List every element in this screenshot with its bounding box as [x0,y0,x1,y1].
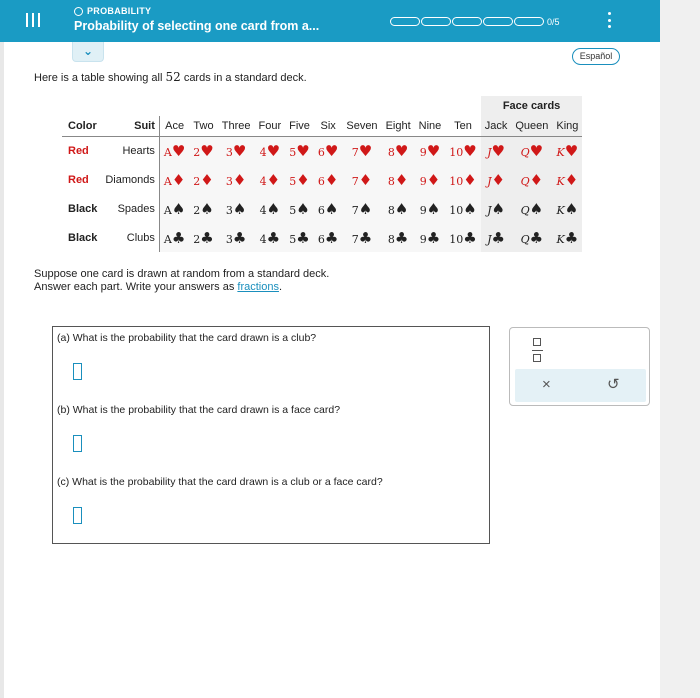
page-title[interactable]: Probability of selecting one card from a... [74,19,320,33]
suit-symbol-icon: ♦ [200,170,214,189]
card-cell [159,194,189,223]
suit-symbol-icon: ♥ [394,141,409,160]
part-c-label: (c) What is the probability that the card drawn is a club or a face card? [57,476,383,488]
question-line-2 [34,281,329,294]
fractions-link[interactable]: fractions [237,281,279,293]
part-c-answer-input[interactable] [73,507,82,524]
card-rank: 7 [351,145,359,159]
suit-symbol-icon: ♥ [232,141,247,160]
card-cell [342,165,381,194]
card-rank: 5 [289,203,297,217]
menu-icon[interactable] [18,9,48,31]
card-rank: 2 [193,174,201,188]
suit-symbol-icon: ♥ [266,141,281,160]
card-rank: 9 [419,145,427,159]
card-cell [552,223,582,252]
suit-symbol-icon: ♣ [200,228,214,247]
card-cell [285,194,314,223]
intro-text [34,70,307,84]
color-cell: Red [62,136,101,165]
card-rank: K [556,232,565,246]
card-rank: J [487,174,492,188]
card-rank: Q [520,174,530,188]
card-cell [415,136,446,165]
suit-symbol-icon: ♦ [358,170,373,189]
card-rank: 3 [225,232,233,246]
card-rank: 3 [225,174,233,188]
card-cell [159,165,189,194]
suit-symbol-icon: ♣ [266,228,281,247]
rank-header: Six [314,116,342,136]
suit-symbol-icon: ♣ [529,228,544,247]
table-row [62,223,582,252]
math-toolbox [509,327,650,406]
card-cell [511,165,552,194]
card-cell [218,165,255,194]
color-cell: Black [62,223,101,252]
card-cell [189,194,217,223]
suit-symbol-icon: ♣ [463,228,477,247]
card-rank: A [163,145,172,159]
rank-header: Seven [342,116,381,136]
card-rank: 6 [317,174,325,188]
card-rank: 7 [351,232,359,246]
card-cell [415,194,446,223]
suit-symbol-icon: ♥ [491,141,505,160]
rank-header: Jack [481,116,512,136]
card-cell [255,223,286,252]
toolbox-actions [515,369,646,402]
topic-label: PROBABILITY [87,6,152,16]
suit-symbol-icon: ♥ [426,141,441,160]
card-cell [481,223,512,252]
card-rank: J [487,203,492,217]
card-cell [445,223,480,252]
suit-symbol-icon: ♠ [358,199,373,218]
suit-symbol-icon: ♦ [394,170,409,189]
color-cell: Black [62,194,101,223]
card-rank: 8 [387,145,395,159]
card-cell [255,165,286,194]
suit-symbol-icon: ♣ [426,228,441,247]
card-cell [159,136,189,165]
suit-symbol-icon: ♦ [171,170,186,189]
card-rank: A [163,232,172,246]
card-rank: 10 [449,145,464,159]
suit-symbol-icon: ♦ [296,170,310,189]
suit-cell: Clubs [101,223,159,252]
card-rank: 4 [259,145,267,159]
card-cell [218,136,255,165]
question-line-1: Suppose one card is drawn at random from a standard deck. [34,268,330,280]
card-cell [552,165,582,194]
card-cell [285,165,314,194]
answer-panel [52,326,490,544]
question-line-2-end: . [278,281,283,293]
rank-header: Three [218,116,255,136]
card-rank: Q [520,232,530,246]
card-rank: 8 [387,232,395,246]
suit-symbol-icon: ♦ [529,170,544,189]
deck-table [62,96,582,252]
suit-symbol-icon: ♠ [296,199,310,218]
card-rank: 3 [225,203,233,217]
card-cell [159,223,189,252]
card-rank: Q [520,203,530,217]
collapse-header-button[interactable]: ⌄ [72,42,104,62]
suit-cell: Diamonds [101,165,159,194]
card-rank: 6 [317,203,325,217]
left-gutter [0,42,4,698]
topic-status-icon [74,7,83,16]
suit-symbol-icon: ♥ [529,141,544,160]
suit-symbol-icon: ♠ [564,199,579,218]
suit-symbol-icon: ♠ [324,199,339,218]
intro-count: 52 [165,70,181,84]
progress-bar [390,17,544,26]
topic-row [74,6,151,16]
suit-symbol-icon: ♠ [491,199,505,218]
suit-symbol-icon: ♥ [296,141,310,160]
suit-symbol-icon: ♥ [358,141,373,160]
rank-header: Ace [159,116,189,136]
suit-symbol-icon: ♣ [564,228,579,247]
card-cell [382,223,415,252]
card-rank: 10 [449,232,464,246]
card-rank: 8 [387,203,395,217]
suit-symbol-icon: ♥ [171,141,186,160]
suit-symbol-icon: ♣ [491,228,505,247]
part-a-answer-input[interactable] [73,363,82,380]
card-rank: K [556,145,565,159]
fraction-template-button[interactable] [530,338,544,362]
rank-header: Two [189,116,217,136]
card-cell [255,194,286,223]
undo-icon[interactable]: ↺ [607,376,620,393]
card-rank: 2 [193,232,201,246]
suit-header: Suit [101,116,159,136]
rank-header: Nine [415,116,446,136]
card-cell [342,223,381,252]
right-gutter [660,0,700,698]
progress-count: 0/5 [547,17,560,27]
progress-segment [421,17,451,26]
card-rank: Q [520,145,530,159]
card-cell [285,136,314,165]
card-cell [218,194,255,223]
card-cell [314,165,342,194]
card-cell [285,223,314,252]
part-b-answer-input[interactable] [73,435,82,452]
intro-after: cards in a standard deck. [183,72,307,84]
clear-icon[interactable]: × [542,376,551,393]
card-rank: K [556,174,565,188]
suit-symbol-icon: ♦ [491,170,505,189]
card-cell [445,194,480,223]
card-cell [511,136,552,165]
card-cell [511,223,552,252]
part-a-label: (a) What is the probability that the card drawn is a club? [57,332,317,344]
suit-symbol-icon: ♠ [232,199,247,218]
card-cell [218,223,255,252]
suit-symbol-icon: ♥ [564,141,579,160]
suit-symbol-icon: ♦ [463,170,477,189]
table-row [62,136,582,165]
rank-header: Queen [511,116,552,136]
card-rank: 2 [193,145,201,159]
card-cell [511,194,552,223]
question-prompt [34,268,329,294]
suit-symbol-icon: ♥ [324,141,339,160]
suit-symbol-icon: ♠ [200,199,214,218]
card-rank: 4 [259,174,267,188]
card-cell [552,194,582,223]
suit-symbol-icon: ♦ [426,170,441,189]
rank-header: Ten [445,116,480,136]
card-rank: 4 [259,232,267,246]
card-rank: A [163,203,172,217]
card-cell [189,223,217,252]
progress-segment [452,17,482,26]
suit-symbol-icon: ♦ [266,170,281,189]
suit-symbol-icon: ♥ [463,141,477,160]
suit-symbol-icon: ♠ [394,199,409,218]
card-cell [342,194,381,223]
suit-symbol-icon: ♣ [171,228,186,247]
suit-symbol-icon: ♠ [426,199,441,218]
card-cell [314,194,342,223]
top-bar [0,0,660,42]
color-cell: Red [62,165,101,194]
intro-before: Here is a table showing all [34,72,163,84]
table-row [62,194,582,223]
card-cell [445,165,480,194]
card-rank: 8 [387,174,395,188]
language-toggle-button[interactable]: Español [572,48,620,65]
question-line-2-text: Answer each part. Write your answers as [34,281,235,293]
card-rank: 5 [289,174,297,188]
suit-symbol-icon: ♠ [266,199,281,218]
card-rank: J [487,232,492,246]
suit-symbol-icon: ♦ [564,170,579,189]
card-cell [481,136,512,165]
card-rank: 7 [351,203,359,217]
card-cell [342,136,381,165]
progress-segment [483,17,513,26]
card-rank: 6 [317,232,325,246]
card-cell [481,194,512,223]
card-rank: 3 [225,145,233,159]
card-rank: 9 [419,174,427,188]
card-rank: 10 [449,174,464,188]
suit-symbol-icon: ♠ [171,199,186,218]
rank-header: Five [285,116,314,136]
suit-symbol-icon: ♠ [463,199,477,218]
card-rank: 6 [317,145,325,159]
card-cell [314,223,342,252]
color-header: Color [62,116,101,136]
card-rank: K [556,203,565,217]
card-rank: 2 [193,203,201,217]
card-rank: A [163,174,172,188]
deck-body [62,136,582,252]
part-b-label: (b) What is the probability that the card drawn is a face card? [57,404,341,416]
card-rank: 10 [449,203,464,217]
suit-cell: Spades [101,194,159,223]
suit-symbol-icon: ♣ [358,228,373,247]
card-rank: J [487,145,492,159]
card-rank: 5 [289,232,297,246]
card-rank: 9 [419,232,427,246]
card-rank: 7 [351,174,359,188]
card-rank: 4 [259,203,267,217]
rank-header: King [552,116,582,136]
suit-symbol-icon: ♣ [324,228,339,247]
card-cell [445,136,480,165]
card-cell [415,165,446,194]
card-cell [189,136,217,165]
suit-symbol-icon: ♣ [296,228,310,247]
suit-cell: Hearts [101,136,159,165]
card-cell [481,165,512,194]
card-cell [382,165,415,194]
card-cell [382,136,415,165]
card-cell [189,165,217,194]
face-cards-header: Face cards [481,96,583,116]
progress-segment [390,17,420,26]
rank-header-row [62,116,582,136]
suit-symbol-icon: ♠ [529,199,544,218]
card-cell [415,223,446,252]
suit-symbol-icon: ♣ [232,228,247,247]
table-row [62,165,582,194]
card-rank: 9 [419,203,427,217]
suit-symbol-icon: ♦ [324,170,339,189]
more-options-icon[interactable] [603,12,615,28]
suit-symbol-icon: ♥ [200,141,214,160]
card-cell [552,136,582,165]
rank-header: Four [255,116,286,136]
rank-header: Eight [382,116,415,136]
card-cell [255,136,286,165]
progress-segment [514,17,544,26]
card-cell [314,136,342,165]
card-cell [382,194,415,223]
card-rank: 5 [289,145,297,159]
suit-symbol-icon: ♦ [232,170,247,189]
suit-symbol-icon: ♣ [394,228,409,247]
